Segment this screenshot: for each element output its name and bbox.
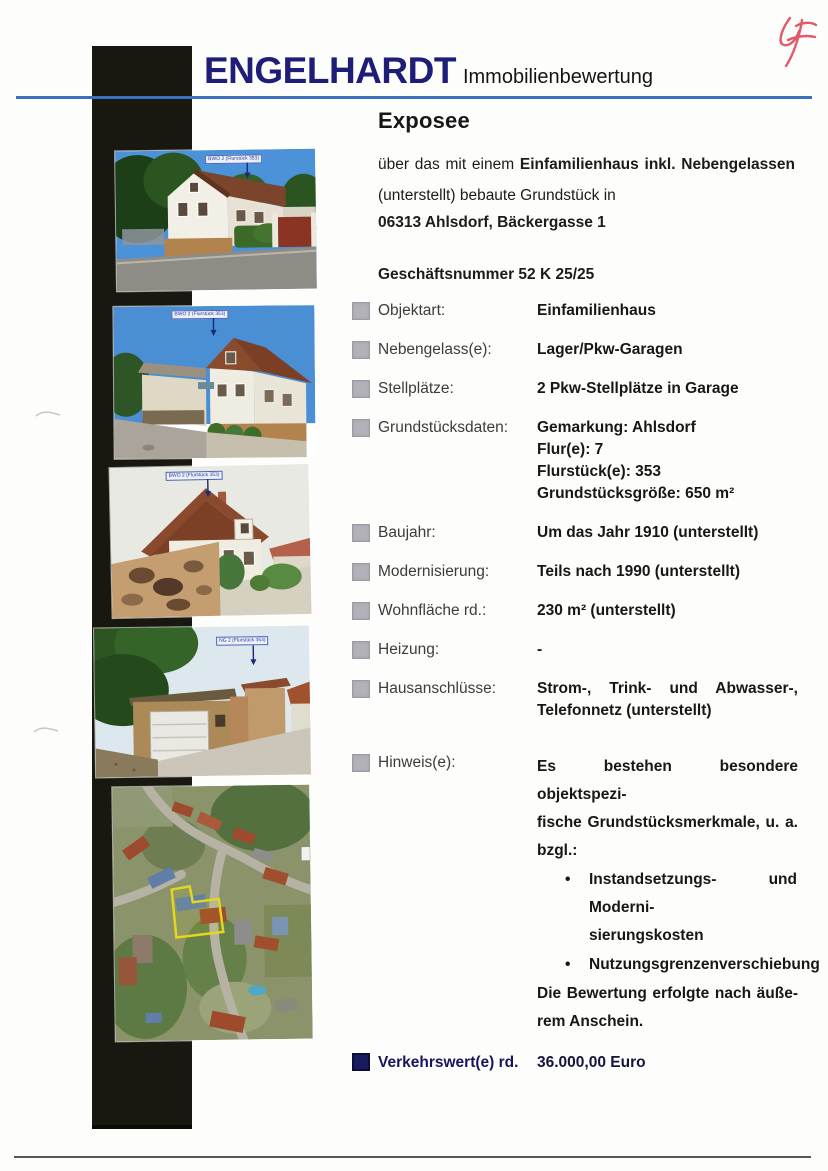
annotation-arrow-icon: [243, 163, 251, 179]
bullet-square-icon: [352, 380, 370, 398]
detail-value-line: Einfamilienhaus: [537, 302, 656, 319]
bullet-square-icon: [352, 602, 370, 620]
detail-row: [352, 339, 798, 361]
detail-row-hinweis: [352, 752, 820, 1036]
hinweis-paragraph: [537, 980, 798, 1036]
photo-1-illustration: [115, 149, 317, 292]
detail-row: [352, 378, 798, 400]
detail-label: Objektart:: [378, 302, 446, 319]
photo-5-illustration: [112, 785, 313, 1042]
bullet-square-icon: [352, 524, 370, 542]
main-content: [352, 108, 820, 1036]
bullet-square-icon: [352, 563, 370, 581]
hinweis-line: • Instandsetzungs- und Moderni-: [589, 871, 797, 916]
detail-value: [537, 300, 798, 322]
detail-value-line: Um das Jahr 1910 (unterstellt): [537, 524, 759, 541]
handwritten-mark-47: [766, 10, 822, 76]
property-photo-2: [113, 305, 315, 459]
hinweis-paragraph: [537, 753, 798, 865]
header-rule: [16, 96, 812, 99]
company-logo: [204, 50, 653, 92]
detail-label: Hausanschlüsse:: [378, 680, 497, 697]
detail-row: [352, 678, 798, 722]
detail-value-line: Flurstück(e): 353: [537, 463, 662, 480]
annotation-arrow-icon: [204, 479, 212, 497]
hinweis-line: bzgl.:: [537, 842, 578, 859]
detail-value: [537, 522, 798, 544]
hinweis-line: • Nutzungsgrenzenverschiebung: [589, 956, 820, 973]
case-number: Geschäftsnummer 52 K 25/25: [378, 266, 595, 283]
detail-value-line: 230 m² (unterstellt): [537, 602, 676, 619]
intro-text: über das mit einem: [378, 156, 520, 173]
market-value-row: [352, 1052, 646, 1074]
detail-value: [537, 417, 798, 505]
annotation-arrow-icon: [209, 318, 217, 336]
hinweis-bullet-item: [589, 951, 820, 979]
detail-label: Hinweis(e):: [378, 754, 456, 771]
hinweis-line: sierungskosten: [589, 927, 704, 944]
detail-row: [352, 639, 798, 661]
detail-value-line: -: [537, 641, 543, 658]
navy-square-icon: [352, 1053, 370, 1071]
detail-row: [352, 561, 798, 583]
detail-label: Heizung:: [378, 641, 440, 658]
page-bottom-scan-line: [14, 1156, 811, 1158]
photo-4-illustration: [94, 626, 311, 778]
detail-value: [537, 378, 798, 400]
hinweis-line: rem Anschein.: [537, 1013, 644, 1030]
detail-row: [352, 600, 798, 622]
annotation-arrow-icon: [249, 645, 257, 665]
detail-value-line: Grundstücksgröße: 650 m²: [537, 485, 735, 502]
intro-paragraph: [378, 149, 795, 211]
property-photo-1: [115, 149, 317, 292]
detail-row: [352, 300, 798, 322]
detail-value-line: Teils nach 1990 (unterstellt): [537, 563, 740, 580]
detail-value-line: 2 Pkw-Stellplätze in Garage: [537, 380, 739, 397]
detail-value: [537, 678, 798, 722]
margin-mark: [32, 724, 60, 736]
bullet-square-icon: [352, 302, 370, 320]
hinweis-bullet-item: [589, 866, 797, 950]
photo-annotation: NG 2 (Flurstück 353): [216, 636, 269, 646]
photo-annotation: BWO 2 (Flurstück 353): [205, 154, 262, 164]
bullet-square-icon: [352, 680, 370, 698]
detail-value: [537, 561, 798, 583]
brand-name: ENGELHARDT: [204, 50, 456, 91]
property-photo-aerial: [112, 785, 313, 1042]
detail-label: Nebengelass(e):: [378, 341, 492, 358]
detail-value: [537, 339, 798, 361]
market-value-label: Verkehrswert(e) rd.: [378, 1054, 519, 1071]
detail-label: Modernisierung:: [378, 563, 490, 580]
hinweis-line: Die Bewertung erfolgte nach äuße-: [537, 985, 798, 1002]
detail-value-line: Lager/Pkw-Garagen: [537, 341, 683, 358]
detail-value-line: Telefonnetz (unterstellt): [537, 702, 712, 719]
intro-text-bold: Einfamilienhaus inkl. Nebengelassen: [519, 156, 795, 173]
hinweis-line: Es bestehen besondere objektspezi-: [537, 758, 798, 803]
photo-annotation: BWO 2 (Flurstück 353): [166, 471, 223, 481]
bullet-square-icon: [352, 341, 370, 359]
detail-label: Wohnfläche rd.:: [378, 602, 487, 619]
detail-label: Grundstücksdaten:: [378, 419, 509, 436]
brand-suffix: Immobilienbewertung: [462, 66, 654, 88]
bullet-square-icon: [352, 419, 370, 437]
margin-mark: [34, 408, 62, 420]
photo-annotation: BWO 2 (Flurstück 353): [171, 310, 228, 319]
bullet-square-icon: [352, 641, 370, 659]
property-photo-4: [94, 626, 311, 778]
hinweis-content: [537, 752, 820, 1036]
hinweis-line: fische Grundstücksmerkmale, u. a.: [537, 814, 798, 831]
bullet-square-icon: [352, 754, 370, 772]
detail-value: [537, 600, 798, 622]
property-address: 06313 Ahlsdorf, Bäckergasse 1: [378, 214, 606, 231]
property-photo-3: [109, 464, 311, 618]
market-value-amount: 36.000,00 Euro: [537, 1054, 646, 1071]
detail-rows: [352, 300, 798, 722]
detail-value: [537, 639, 798, 661]
page-title: Exposee: [378, 108, 470, 133]
detail-value-line: Strom-, Trink- und Abwasser-,: [537, 680, 798, 697]
detail-row: [352, 522, 798, 544]
detail-value-line: Flur(e): 7: [537, 441, 604, 458]
detail-label: Stellplätze:: [378, 380, 454, 397]
detail-label: Baujahr:: [378, 524, 436, 541]
detail-value-line: Gemarkung: Ahlsdorf: [537, 419, 696, 436]
intro-text: (unterstellt) bebaute Grundstück in: [378, 187, 616, 204]
detail-row: [352, 417, 798, 505]
